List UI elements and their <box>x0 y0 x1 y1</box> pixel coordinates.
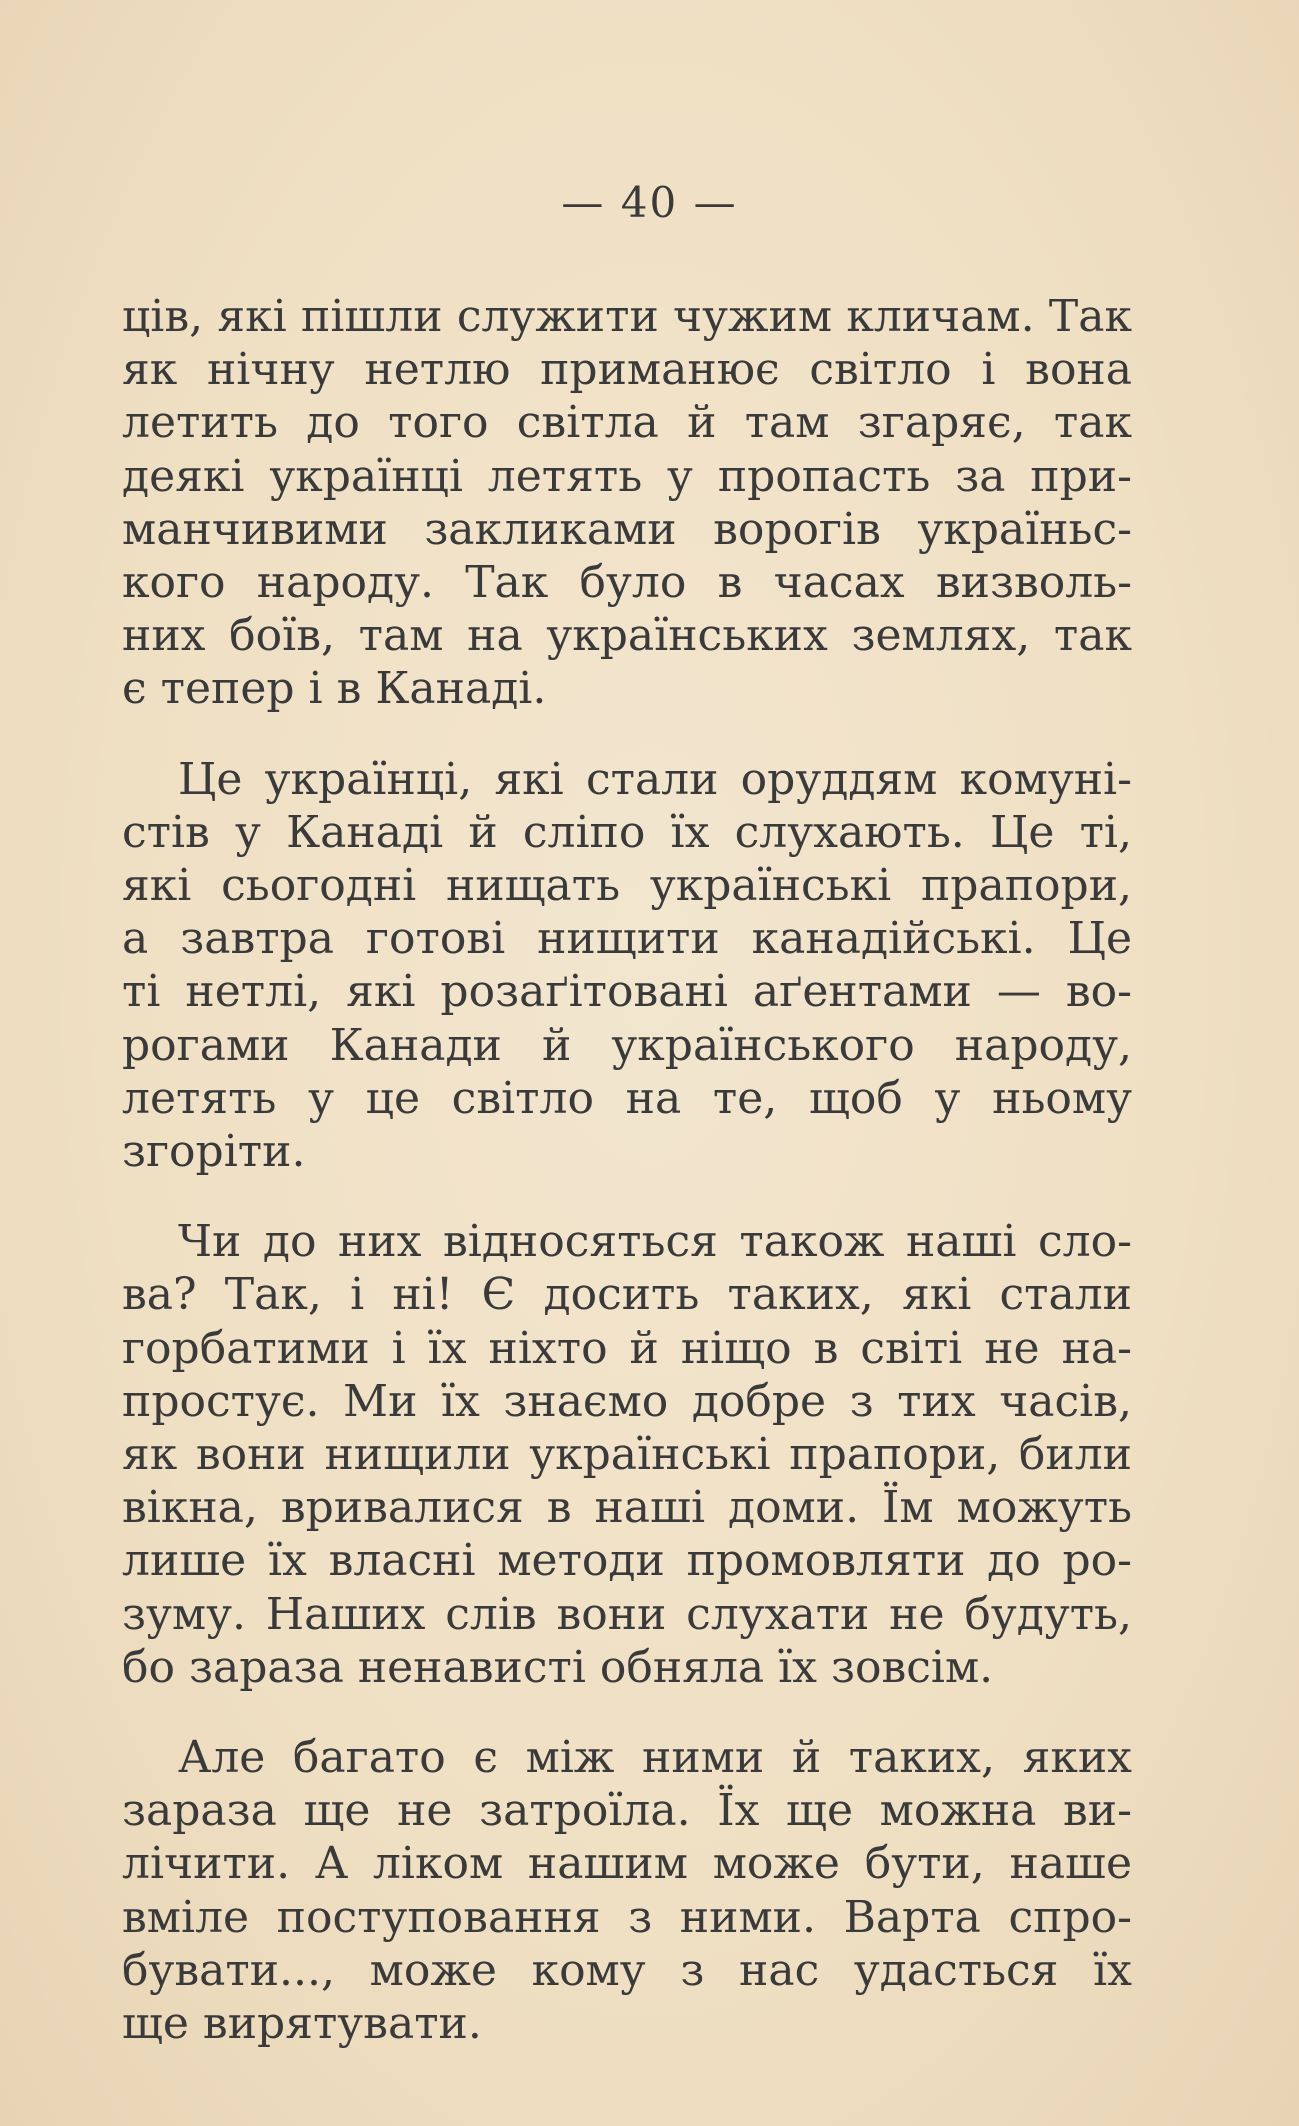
text-line: Це українці, які стали оруддям комуні- <box>178 753 1132 805</box>
text-line: летить до того світла й там згаряє, так <box>122 397 1132 449</box>
text-line: ва? Так, і ні! Є досить таких, які стали <box>122 1269 1132 1321</box>
paragraph-4 <box>122 1731 1132 2050</box>
text-line: зараза ще не затроїла. Їх ще можна ви- <box>122 1785 1132 1837</box>
text-line: бо зараза ненависті обняла їх зовсім. <box>122 1641 994 1693</box>
text-line: а завтра готові нищити канадійські. Це <box>122 913 1132 965</box>
text-line: стів у Канаді й сліпо їх слухають. Це ті, <box>122 806 1132 858</box>
text-line: горбатими і їх ніхто й ніщо в світі не на- <box>122 1322 1132 1374</box>
text-line: лічити. А ліком нашим може бути, наше <box>122 1838 1132 1890</box>
text-line: ців, які пішли служити чужим кличам. Так <box>122 291 1132 342</box>
text-line: летять у це світло на те, щоб у ньому <box>122 1072 1132 1124</box>
paragraph-1 <box>122 290 1132 716</box>
text-line: згоріти. <box>122 1126 306 1178</box>
text-line: які сьогодні нищать українські прапори, <box>122 860 1132 912</box>
paragraph-3 <box>122 1215 1132 1694</box>
text-line: ще вирятувати. <box>122 1998 482 2050</box>
text-line: лише їх власні методи промовляти до ро- <box>122 1535 1132 1587</box>
text-line: простує. Ми їх знаємо добре з тих часів, <box>122 1375 1132 1427</box>
text-line: бувати..., може кому з нас удасться їх <box>122 1944 1132 1996</box>
text-line: як вони нищили українські прапори, били <box>122 1429 1132 1481</box>
text-line: Але багато є між ними й таких, яких <box>178 1732 1132 1784</box>
page-number: — 40 — <box>561 178 738 227</box>
body-text <box>122 290 1132 2050</box>
text-line: Чи до них відносяться також наші сло- <box>178 1216 1132 1268</box>
text-line: як нічну нетлю приманює світло і вона <box>122 344 1132 396</box>
text-line: них боїв, там на українських землях, так <box>122 610 1132 662</box>
text-line: зуму. Наших слів вони слухати не будуть, <box>122 1588 1132 1640</box>
text-line: ті нетлі, які розаґітовані аґентами — во- <box>122 966 1132 1018</box>
text-line: вікна, вривалися в наші доми. Їм можуть <box>122 1482 1132 1534</box>
text-line: є тепер і в Канаді. <box>122 663 547 715</box>
text-line: кого народу. Так було в часах визволь- <box>122 557 1132 609</box>
text-line: манчивими закликами ворогів україньс- <box>122 503 1132 555</box>
text-line: деякі українці летять у пропасть за при- <box>122 450 1132 502</box>
text-line: вміле поступовання з ними. Варта спро- <box>122 1891 1132 1943</box>
paragraph-2 <box>122 753 1132 1179</box>
text-line: рогами Канади й українського народу, <box>122 1019 1132 1071</box>
